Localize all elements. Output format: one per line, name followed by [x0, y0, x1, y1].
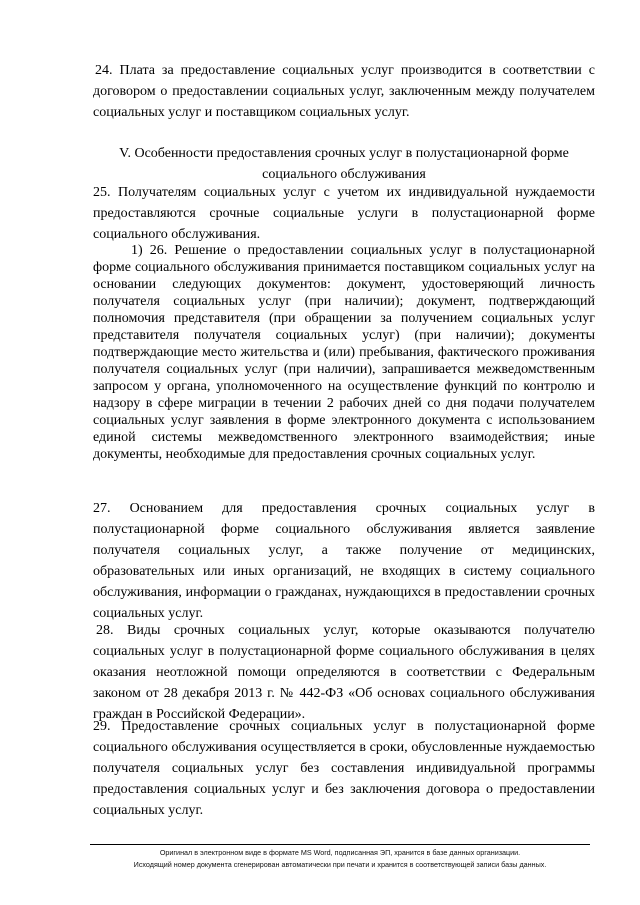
footer-note-original: Оригинал в электронном виде в формате MS Word, подписанная ЭП, хранится в базе данных организации. [159, 848, 521, 857]
paragraph-25: 25. Получателям социальных услуг с учетом их индивидуальной нуждаемости предоставляются срочные социальные услуги в полустационарной форме социального обслуживания. [93, 185, 595, 242]
section-heading: V. Особенности предоставления срочных услуг в полустационарной форме социального обслуживания [119, 146, 569, 182]
footer-divider [90, 844, 590, 845]
paragraph-26: 1) 26. Решение о предоставлении социальных услуг в полустационарной форме социального обслуживания принимается поставщиком социальных услуг на основании следующих документов: документ, удостоверяющий личность получателя социальных услуг (при наличии); документ, подтверждающий полномочия представителя (при обращении за получением социальных услуг представителя получателя социальных услуг) (при наличии); документы подтверждающие место жительства и (или) пребывания, фактического проживания получателя социальных услуг (при наличии), запрашивается межведомственным запросом у органа, уполномоченного на осуществление функций по контролю и надзору в сфере миграции в течении 2 рабочих дней со дня подачи получателем социальных услуг заявления в форме электронного документа с использованием единой системы межведомственного электронного взаимодействия; иные документы, необходимые для предоставления срочных социальных услуг. [93, 243, 595, 462]
footer-note-number: Исходящий номер документа сгенерирован автоматически при печати и хранится в соответствующей записи базы данных. [133, 860, 547, 869]
paragraph-24: 24. Плата за предоставление социальных услуг производится в соответствии с договором о предоставлении социальных услуг, заключенным между получателем социальных услуг и поставщиком социальных услуг. [93, 63, 595, 120]
paragraph-29: 29. Предоставление срочных социальных услуг в полустационарной форме социального обслуживания осуществляется в сроки, обусловленные нуждаемостью получателя социальных услуг без составления индивидуальной программы предоставления социальных услуг и без заключения договора о предоставлении социальных услуг. [93, 719, 595, 818]
paragraph-27: 27. Основанием для предоставления срочных социальных услуг в полустационарной форме социального обслуживания является заявление получателя социальных услуг, а также получение от медицинских, образовательных или иных организаций, не входящих в систему социального обслуживания, информации о гражданах, нуждающихся в предоставлении срочных социальных услуг. [93, 501, 595, 621]
paragraph-28: 28. Виды срочных социальных услуг, которые оказываются получателю социальных услуг в полустационарной форме социального обслуживания в целях оказания неотложной помощи определяются в соответствии с Федеральным законом от 28 декабря 2013 г. № 442-ФЗ «Об основах социального обслуживания граждан в Российской Федерации». [93, 623, 595, 722]
